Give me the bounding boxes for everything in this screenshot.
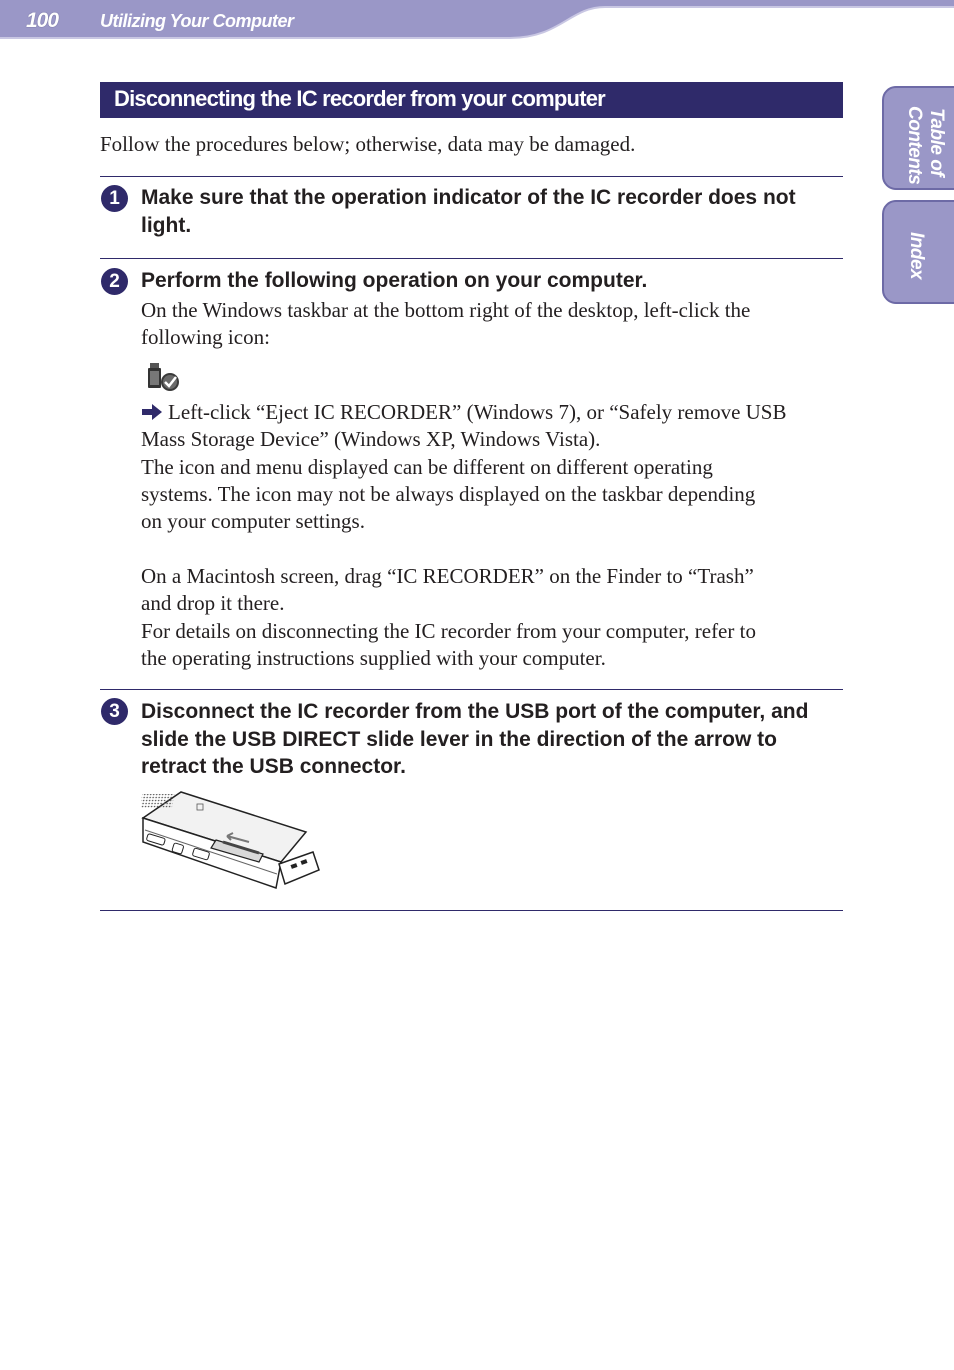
step-2-body-line: On a Macintosh screen, drag “IC RECORDER” on the Finder to “Trash” bbox=[141, 564, 754, 588]
step-3-heading-line: Disconnect the IC recorder from the USB port of the computer, and bbox=[141, 700, 809, 723]
step-1-heading-line: light. bbox=[141, 213, 192, 237]
step-1-heading-line: Make sure that the operation indicator of the IC recorder does not bbox=[141, 186, 796, 209]
step-2-body-line: For details on disconnecting the IC recorder from your computer, refer to bbox=[141, 619, 756, 643]
index-tab[interactable] bbox=[882, 200, 954, 304]
step-3-heading-line: retract the USB connector. bbox=[141, 755, 406, 778]
page-title: Disconnecting the IC recorder from your computer bbox=[114, 86, 605, 111]
toc-tab-line2: Contents bbox=[904, 106, 925, 185]
step-3-heading-line: slide the USB DIRECT slide lever in the direction of the arrow to bbox=[141, 727, 777, 751]
divider bbox=[100, 689, 843, 690]
step-2-body-line: The icon and menu displayed can be different on different operating bbox=[141, 455, 713, 479]
index-tab-label: Index bbox=[906, 232, 927, 280]
intro-text: Follow the procedures below; otherwise, data may be damaged. bbox=[100, 132, 636, 156]
section-label: Utilizing Your Computer bbox=[100, 11, 294, 31]
step-2-body-line: on your computer settings. bbox=[141, 509, 365, 533]
step-2-result-text: Left-click “Eject IC RECORDER” (Windows 7), or “Safely remove USB bbox=[168, 400, 787, 424]
step-2-body-line: systems. The icon may not be always displayed on the taskbar depending bbox=[141, 482, 756, 506]
step-2-body-line: following icon: bbox=[141, 325, 270, 349]
step-2-body-line: On the Windows taskbar at the bottom right of the desktop, left-click the bbox=[141, 298, 751, 322]
step-2-body-line: and drop it there. bbox=[141, 591, 285, 615]
page-number: 100 bbox=[26, 9, 59, 32]
safely-remove-hardware-icon bbox=[146, 361, 182, 393]
step-1-number: 1 bbox=[101, 185, 128, 212]
divider bbox=[100, 910, 843, 911]
section-title-bar bbox=[100, 82, 843, 118]
step-2-body-line: the operating instructions supplied with your computer. bbox=[141, 646, 606, 670]
step-2-body-line bbox=[141, 399, 787, 426]
right-arrow-icon bbox=[141, 404, 163, 420]
step-2-body-line: Mass Storage Device” (Windows XP, Windows Vista). bbox=[141, 427, 601, 451]
step-2-heading: Perform the following operation on your computer. bbox=[141, 269, 648, 292]
table-of-contents-tab[interactable] bbox=[882, 86, 954, 190]
step-1-heading bbox=[141, 184, 841, 239]
toc-tab-line1: Table of bbox=[926, 108, 947, 177]
step-2-number: 2 bbox=[101, 268, 128, 295]
ic-recorder-usb-illustration bbox=[141, 790, 321, 892]
divider bbox=[100, 258, 843, 259]
step-3-number: 3 bbox=[101, 698, 128, 725]
divider bbox=[100, 176, 843, 177]
step-3-heading bbox=[141, 698, 841, 781]
